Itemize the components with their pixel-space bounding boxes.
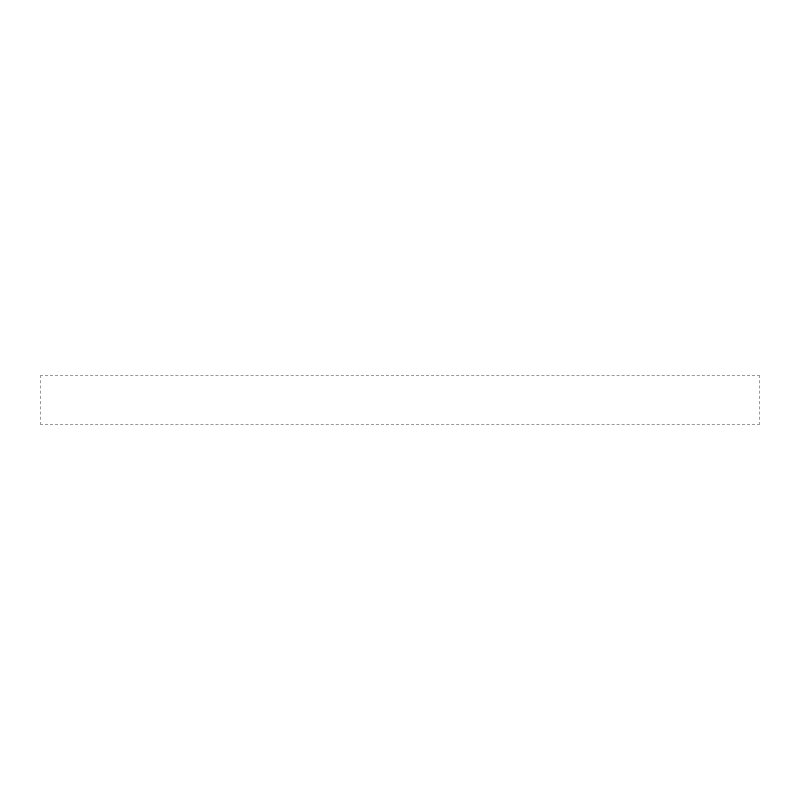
content-placeholder xyxy=(40,375,760,425)
